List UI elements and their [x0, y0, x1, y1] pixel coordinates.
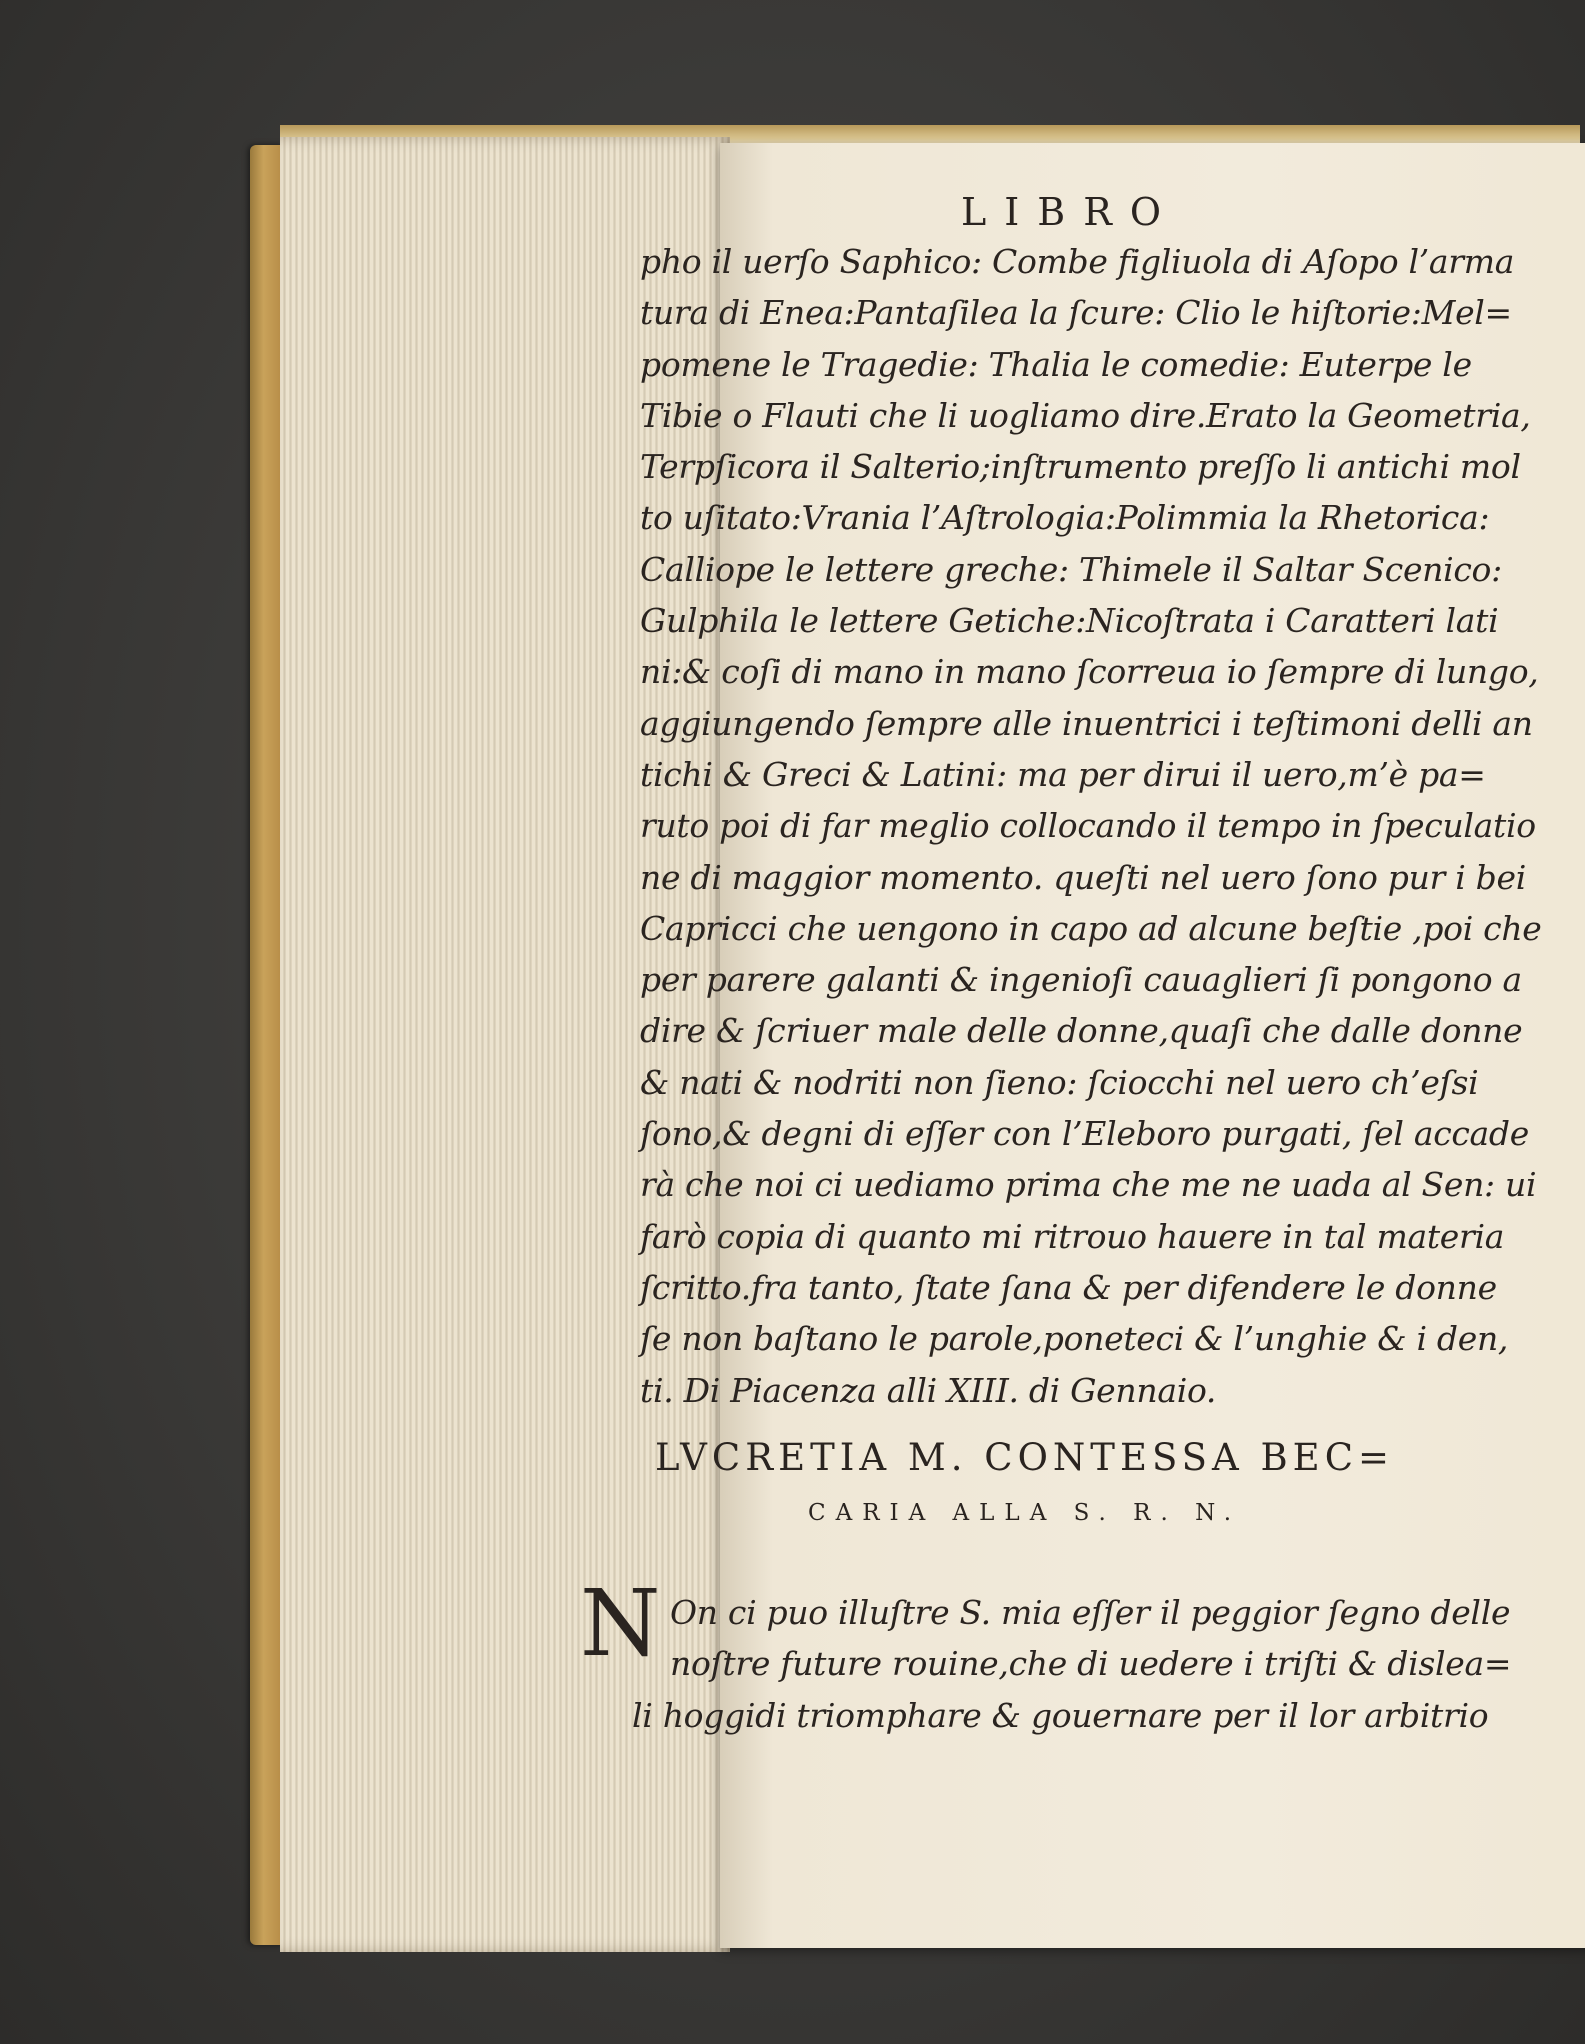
text-line: tura di Enea:Pantaſilea la ſcure: Clio le hiſtorie:Mel= — [640, 293, 1512, 333]
text-line: pho il uerſo Saphico: Combe figliuola di Aſopo l’arma — [640, 242, 1515, 281]
text-line: rà che noi ci uediamo prima che me ne uada al Sen: ui — [640, 1165, 1537, 1205]
letter-heading: LVCRETIA M. CONTESSA BEC= — [655, 1436, 1395, 1479]
text-line: ni:& coſi di mano in mano ſcorreua io ſempre di lungo, — [640, 652, 1539, 692]
letter-line: noſtre future rouine,che di uedere i triſti & dislea= — [670, 1644, 1512, 1684]
text-line: Capricci che uengono in capo ad alcune beſtie ,poi che — [640, 908, 1542, 948]
text-line: pomene le Tragedie: Thalia le comedie: Euterpe le — [640, 344, 1472, 384]
body-text — [640, 236, 1542, 1416]
running-head: LIBRO — [961, 190, 1179, 234]
letter-line: li hoggidi triomphare & gouernare per il lor arbitrio — [632, 1695, 1489, 1735]
letter-line: On ci puo illuſtre S. mia eſſer il peggior ſegno delle — [670, 1593, 1511, 1632]
text-line: per parere galanti & ingenioſi cauaglieri ſi pongono a — [640, 960, 1522, 1000]
text-line: dire & ſcriuer male delle donne,quaſi che dalle donne — [640, 1011, 1523, 1051]
text-line: Calliope le lettere greche: Thimele il Saltar Scenico: — [640, 549, 1502, 589]
text-line: farò copia di quanto mi ritrouo hauere in tal materia — [640, 1216, 1505, 1256]
letter-subheading: CARIA ALLA S. R. N. — [808, 1500, 1242, 1526]
text-line: Terpſicora il Salterio;inſtrumento preſſo li antichi mol — [640, 447, 1521, 487]
text-line: ti. Di Piacenza alli XIII. di Gennaio. — [640, 1370, 1217, 1410]
drop-cap: N — [580, 1570, 661, 1677]
letter-text — [632, 1587, 1512, 1741]
text-line: aggiungendo ſempre alle inuentrici i teſtimoni delli an — [640, 703, 1533, 743]
text-line: Tibie o Flauti che li uogliamo dire.Erato la Geometria, — [640, 395, 1531, 435]
text-line: ſe non baſtano le parole,poneteci & l’unghie & i den, — [640, 1319, 1509, 1359]
text-line: ſcritto.fra tanto, ſtate ſana & per difendere le donne — [640, 1267, 1497, 1307]
text-line: ne di maggior momento. queſti nel uero ſono pur i bei — [640, 857, 1526, 897]
text-line: tichi & Greci & Latini: ma per dirui il uero,m’è pa= — [640, 754, 1486, 794]
text-line: Gulphila le lettere Getiche:Nicoſtrata i Caratteri lati — [640, 601, 1499, 641]
text-line: & nati & nodriti non ſieno: ſciocchi nel uero ch’eſsi — [640, 1062, 1479, 1102]
text-line: to uſitato:Vrania l’Aſtrologia:Polimmia la Rhetorica: — [640, 498, 1490, 538]
text-line: ſono,& degni di eſſer con l’Eleboro purgati, ſel accade — [640, 1114, 1529, 1154]
text-line: ruto poi di far meglio collocando il tempo in ſpeculatio — [640, 806, 1536, 846]
book-cover-board — [250, 145, 284, 1945]
